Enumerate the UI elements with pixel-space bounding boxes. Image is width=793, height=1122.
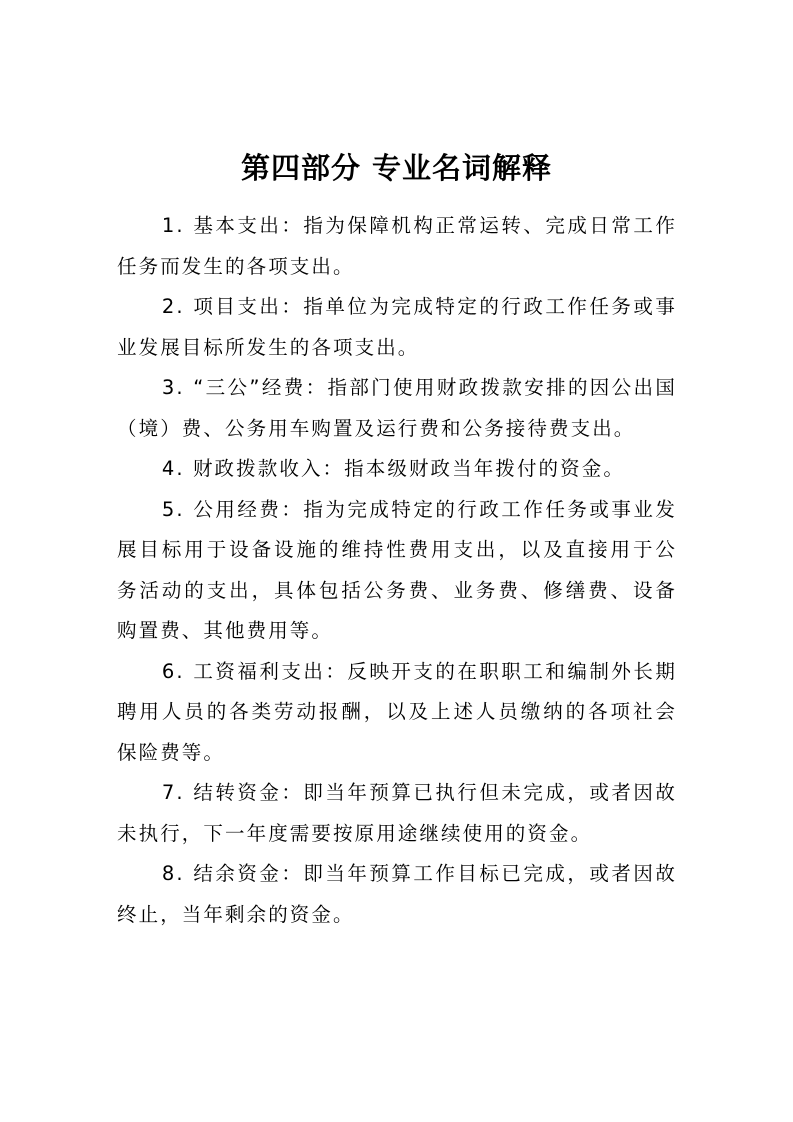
definition-text: 指单位为完成特定的行政工作任务或事业发展目标所发生的各项支出。 xyxy=(117,295,677,359)
definition-term: 7. 结转资金： xyxy=(161,781,304,804)
definitions-list xyxy=(117,206,677,935)
page-title: 第四部分 专业名词解释 xyxy=(240,151,553,185)
definition-item-3 xyxy=(117,368,677,449)
definition-term: 5. 公用经费： xyxy=(161,497,304,521)
definition-text: 即当年预算工作目标已完成，或者因故终止，当年剩余的资金。 xyxy=(117,862,677,926)
definition-text: 指为完成特定的行政工作任务或事业发展目标用于设备设施的维持性费用支出，以及直接用于公务活动的支出，具体包括公务费、业务费、修缮费、设备购置费、其他费用等。 xyxy=(117,497,677,642)
definition-item-6 xyxy=(117,652,677,774)
definition-text: 指为保障机构正常运转、完成日常工作任务而发生的各项支出。 xyxy=(117,214,677,278)
definition-text: 反映开支的在职职工和编制外长期聘用人员的各类劳动报酬，以及上述人员缴纳的各项社会保险费等。 xyxy=(117,659,677,764)
definition-term: 2. 项目支出： xyxy=(161,295,304,318)
definition-text: 即当年预算已执行但未完成，或者因故未执行，下一年度需要按原用途继续使用的资金。 xyxy=(117,781,677,845)
definition-item-1 xyxy=(117,206,677,287)
definition-item-4 xyxy=(117,449,677,490)
definition-text: 指本级财政当年拨付的资金。 xyxy=(344,457,625,480)
definition-term: 4. 财政拨款收入： xyxy=(161,457,345,480)
definition-term: 1. 基本支出： xyxy=(161,214,304,237)
definition-item-8 xyxy=(117,854,677,935)
definition-item-2 xyxy=(117,287,677,368)
definition-item-5 xyxy=(117,490,677,652)
definition-term: 8. 结余资金： xyxy=(161,862,304,885)
definition-term: 3. “三公”经费： xyxy=(161,376,328,399)
definition-text: 指部门使用财政拨款安排的因公出国（境）费、公务用车购置及运行费和公务接待费支出。 xyxy=(117,376,677,440)
definition-item-7 xyxy=(117,773,677,854)
definition-term: 6. 工资福利支出： xyxy=(161,659,348,683)
